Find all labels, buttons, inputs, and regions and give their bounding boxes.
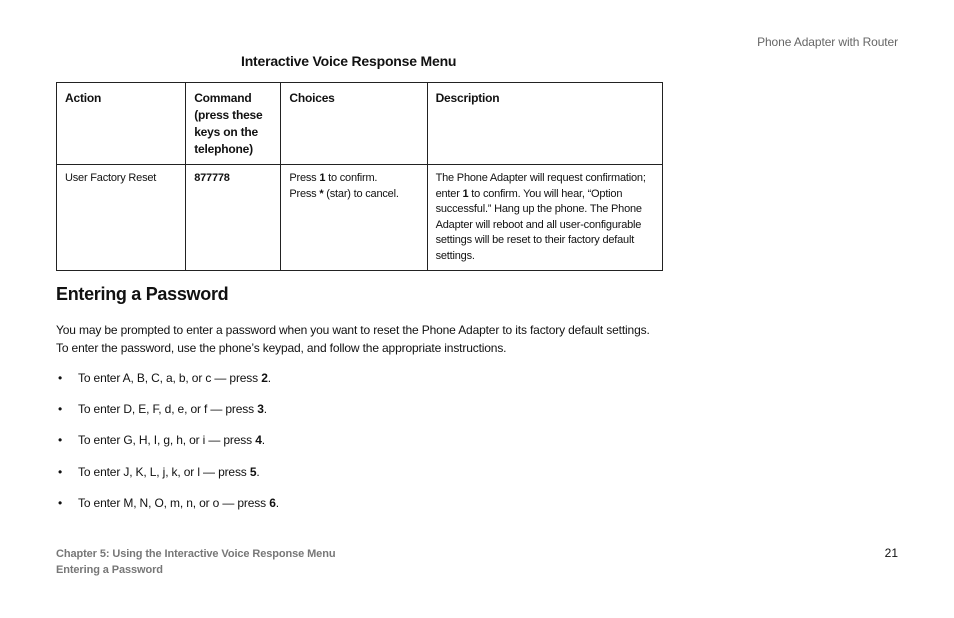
header-choices: Choices	[281, 83, 427, 165]
header-command: Command (press these keys on the telephone)	[186, 83, 281, 165]
list-item: • To enter A, B, C, a, b, or c — press 2.	[58, 371, 271, 385]
list-item: • To enter J, K, L, j, k, or l — press 5.	[58, 464, 260, 479]
table-row	[57, 165, 663, 271]
running-header: Phone Adapter with Router	[757, 35, 898, 49]
ivr-menu-table	[56, 82, 663, 271]
bullet-marker: •	[58, 371, 63, 385]
section-heading: Entering a Password	[56, 284, 229, 304]
cell-description: The Phone Adapter will request confirmation; enter 1 to confirm. You will hear, “Option successful.” Hang up the phone. The Phone Adapter will reboot and all user-configurable settings will be reset to their factory default settings.	[427, 165, 662, 271]
footer-chapter: Chapter 5: Using the Interactive Voice Response Menu	[56, 548, 336, 560]
footer-subsection: Entering a Password	[56, 564, 163, 576]
footer-breadcrumb	[56, 546, 335, 578]
bullet-marker: •	[58, 433, 63, 448]
list-item: • To enter G, H, I, g, h, or i — press 4.	[58, 433, 265, 448]
intro-paragraph: You may be prompted to enter a password when you want to reset the Phone Adapter to its factory default settings. To enter the password, use the phone’s keypad, and follow the appropriate instructions.	[56, 323, 650, 355]
password-key-list	[56, 370, 279, 526]
table-title: Interactive Voice Response Menu	[241, 53, 457, 69]
choice-confirm: Press 1 to confirm.	[289, 172, 378, 184]
bullet-marker: •	[58, 495, 63, 510]
list-item: • To enter D, E, F, d, e, or f — press 3.	[58, 402, 267, 417]
header-action: Action	[57, 83, 186, 165]
table-header-row	[57, 83, 663, 165]
choice-cancel: Press * (star) to cancel.	[289, 187, 399, 200]
bullet-marker: •	[58, 402, 63, 417]
bullet-marker: •	[58, 464, 63, 479]
header-description: Description	[427, 83, 662, 165]
cell-command: 877778	[186, 165, 281, 271]
cell-choices	[281, 165, 427, 271]
list-item: • To enter M, N, O, m, n, or o — press 6.	[58, 495, 279, 510]
cell-action: User Factory Reset	[57, 165, 186, 271]
page-number: 21	[884, 546, 898, 560]
